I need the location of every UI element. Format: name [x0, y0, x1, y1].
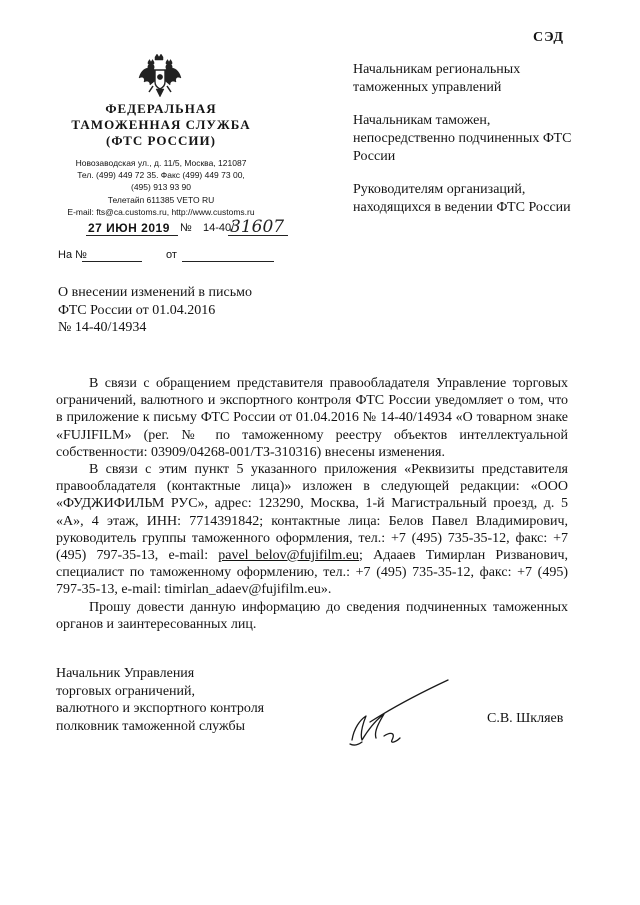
double-headed-eagle-icon — [136, 52, 184, 100]
addressees — [353, 61, 583, 232]
reference-date-blank — [182, 261, 274, 262]
agency-name — [58, 101, 264, 149]
registration-date-underline — [86, 235, 178, 236]
agency-line-1: ФЕДЕРАЛЬНАЯ — [105, 101, 217, 116]
registration-line — [58, 217, 288, 240]
body-paragraph-2 — [56, 461, 568, 599]
signatory-name: С.В. Шкляев — [487, 711, 564, 726]
body-paragraph-3: Прошу довести данную информацию до сведения подчиненных таможенных органов и заинтересованных лиц. — [56, 599, 568, 632]
registration-number-handwritten: 31607 — [230, 217, 285, 237]
addressee-regional-departments: Начальникам региональных таможенных управлений — [353, 62, 521, 95]
contact-teletype: Телетайп 611385 VETO RU — [107, 194, 215, 205]
agency-contacts — [58, 157, 264, 218]
letter-body — [56, 375, 568, 633]
agency-line-2: ТАМОЖЕННАЯ СЛУЖБА — [71, 117, 251, 132]
paragraph-2-text-end: ; Адааев Тимирлан Ризванович, специалист по таможенному оформлению, тел.: +7 (495) 735-35-12, факс: +7 (495) 797-35-13, e-mail: timirlan_adaev@fujifilm.eu». — [56, 548, 568, 598]
agency-line-3: (ФТС РОССИИ) — [106, 133, 216, 148]
letter-subject — [58, 284, 318, 337]
registration-date: 27 ИЮН 2019 — [88, 221, 170, 235]
signatory-title-line-2: торговых ограничений, — [56, 683, 196, 699]
sed-stamp: СЭД — [533, 30, 565, 45]
reference-number-blank — [82, 261, 142, 262]
contact-email-web: E-mail: fts@ca.customs.ru, http://www.customs.ru — [67, 206, 255, 217]
reference-number-label: На № — [58, 249, 87, 261]
signatory-title — [56, 665, 316, 735]
addressee-organizations: Руководителям организаций, находящихся в ведении ФТС России — [353, 182, 571, 215]
signatory-title-line-4: полковник таможенной службы — [56, 718, 246, 734]
reference-date-label: от — [166, 249, 177, 261]
signatory-title-line-1: Начальник Управления — [56, 666, 195, 681]
addressee-customs-heads: Начальникам таможен, непосредственно подчиненных ФТС России — [353, 113, 572, 164]
email-link-belov[interactable]: pavel_belov@fujifilm.eu — [218, 548, 360, 564]
contact-address: Новозаводская ул., д. 11/5, Москва, 121087 — [75, 158, 247, 168]
registration-number-underline — [228, 235, 288, 236]
subject-line-2: ФТС России от 01.04.2016 — [58, 302, 216, 318]
signatory-title-line-3: валютного и экспортного контроля — [56, 701, 265, 716]
reference-line — [58, 248, 288, 266]
body-paragraph-1: В связи с обращением представителя правообладателя Управление торговых ограничений, валютного и экспортного контроля ФТС России уведомляет о том, что в приложение к письму ФТС России от 01.04.2016 № 14-40/14934 «О товарном знаке «FUJIFILM» (рег. № по таможенному реестру объектов интеллектуальной собственности: 03909/04268-001/ТЗ-310316) внесены изменения. — [56, 376, 568, 460]
contact-phone-fax: Тел. (499) 449 72 35. Факс (499) 449 73 00, — [77, 170, 245, 181]
contact-phone-2: (495) 913 93 90 — [130, 182, 192, 193]
subject-line-1: О внесении изменений в письмо — [58, 285, 252, 300]
paragraph-2-text-start: В связи с этим пункт 5 указанного приложения «Реквизиты представителя правообладателя (контактные лица)» изложен в следующей редакции: «ООО «ФУДЖИФИЛЬМ РУС», адрес: 123290, Москва, 1-й Магистральный проезд, д. 5 «А», 4 этаж, ИНН: 7714391842; контактные лица: Белов Павел Владимирович, руководитель группы таможенного оформления, тел.: +7 (495) 735-35-12, факс: +7 (495) 797-35-13, e-mail: — [56, 462, 568, 564]
registration-number-label: № — [180, 222, 192, 234]
subject-line-3: № 14-40/14934 — [58, 320, 147, 335]
handwritten-signature — [340, 672, 460, 758]
registration-number-prefix: 14-40/ — [203, 222, 235, 234]
